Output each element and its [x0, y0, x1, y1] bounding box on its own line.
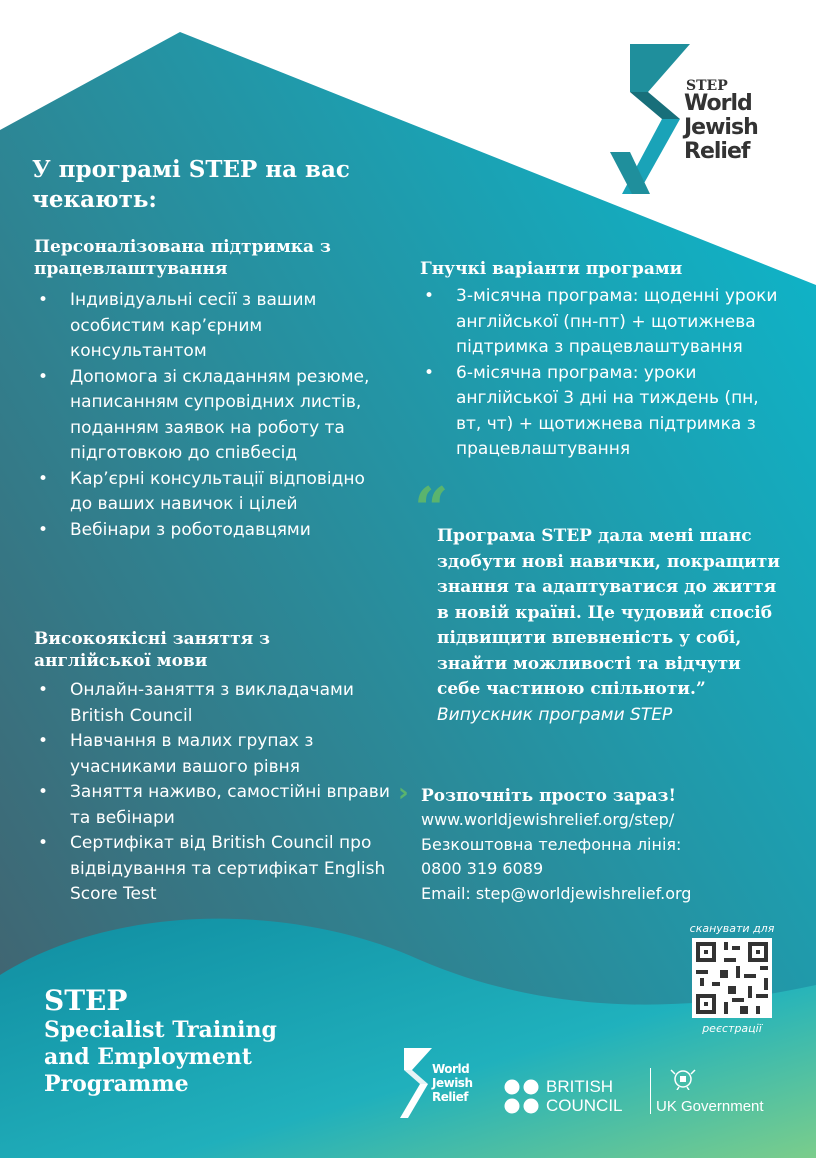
list-item: • Допомога зі складанням резюме, написанням супровідних листів, поданням заявок на роботу та підготовкою до співбесід — [34, 365, 379, 467]
uk-government-logo — [650, 1068, 790, 1118]
support-list — [34, 288, 379, 543]
page-title — [32, 155, 392, 215]
logo-line3: Relief — [684, 139, 750, 164]
bc-line2: COUNCIL — [546, 1096, 623, 1115]
english-title-line2: англійської мови — [34, 651, 208, 671]
support-title-line2: працевлаштування — [34, 259, 228, 279]
quote-text: Програма STEP дала мені шанс здобути нові навички, покращити знання та адаптуватися до життя в новій країні. Це чудовий спосіб підвищити впевненість у собі, знайти можливості та відчути себе частиною спільноти.” — [437, 526, 780, 699]
logo-line1: World — [684, 91, 752, 116]
programme-title-line2: and Employment — [44, 1044, 252, 1070]
footer-wjr-line1: World — [432, 1062, 470, 1076]
options-list — [420, 284, 788, 463]
footer-wjr-logo — [396, 1048, 488, 1118]
qr-label-top: сканувати для — [689, 922, 775, 935]
quote-author: Випускник програми STEP — [437, 704, 673, 725]
programme-title-line1: Specialist Training — [44, 1017, 277, 1043]
programme-title-line3: Programme — [44, 1071, 189, 1097]
testimonial-quote — [437, 524, 782, 728]
cta-title: Розпочніть просто зараз! — [421, 786, 676, 806]
list-item: • Сертифікат від British Council про відвідування та сертифікат English Score Test — [34, 831, 402, 908]
list-item: • Онлайн-заняття з викладачами British Council — [34, 678, 402, 729]
ukgov-divider — [650, 1068, 651, 1114]
list-item: • Індивідуальні сесії з вашим особистим кар’єрним консультантом — [34, 288, 379, 365]
qr-label-bottom: реєстрації — [702, 1022, 762, 1035]
cta-phone[interactable]: 0800 319 6089 — [421, 859, 544, 878]
support-section — [34, 236, 399, 543]
support-title — [34, 236, 399, 280]
options-section — [420, 258, 790, 463]
options-title: Гнучкі варіанти програми — [420, 259, 683, 279]
footer-wjr-line2: Jewish — [432, 1076, 473, 1090]
programme-title — [44, 985, 277, 1098]
ukgov-text: UK Government — [656, 1098, 764, 1115]
wjr-logo — [610, 44, 790, 204]
quote-mark-icon: “ — [414, 475, 449, 545]
list-item: • Навчання в малих групах з учасниками вашого рівня — [34, 729, 402, 780]
footer-wjr-line3: Relief — [432, 1090, 468, 1104]
british-council-dots-icon — [504, 1079, 540, 1115]
logo-step-text: STEP — [686, 78, 728, 94]
crest-icon — [670, 1068, 696, 1090]
english-title-line1: Високоякісні заняття з — [34, 629, 271, 649]
british-council-logo — [504, 1077, 634, 1117]
page-title-line1: У програмі STEP на вас — [32, 156, 350, 183]
list-item: • 3-місячна програма: щоденні уроки англійської (пн-пт) + щотижнева підтримка з працевлаштування — [420, 284, 788, 361]
list-item: • 6-місячна програма: уроки англійської 3 дні на тиждень (пн, вт, чт) + щотижнева підтримка з працевлаштування — [420, 361, 788, 463]
list-item: • Кар’єрні консультації відповідно до ваших навичок і цілей — [34, 467, 379, 518]
cta-email[interactable]: Email: step@worldjewishrelief.org — [421, 883, 692, 903]
english-list — [34, 678, 402, 908]
list-item: • Вебінари з роботодавцями — [34, 518, 379, 544]
english-section — [34, 628, 404, 908]
qr-code-icon — [692, 938, 772, 1018]
page-title-line2: чекають: — [32, 186, 157, 213]
list-item: • Заняття наживо, самостійні вправи та вебінари — [34, 780, 402, 831]
chevron-right-icon: › — [398, 778, 409, 808]
bc-line1: BRITISH — [546, 1077, 614, 1096]
cta-phone-label: Безкоштовна телефонна лінія: — [421, 834, 682, 854]
english-title — [34, 628, 404, 672]
call-to-action — [421, 784, 801, 906]
cta-url-link[interactable]: www.worldjewishrelief.org/step/ — [421, 810, 675, 829]
qr-code[interactable] — [692, 938, 772, 1018]
support-title-line1: Персоналізована підтримка з — [34, 237, 331, 257]
wjr-star-icon — [396, 1048, 436, 1118]
programme-title-step: STEP — [44, 984, 128, 1017]
logo-line2: Jewish — [684, 115, 758, 140]
